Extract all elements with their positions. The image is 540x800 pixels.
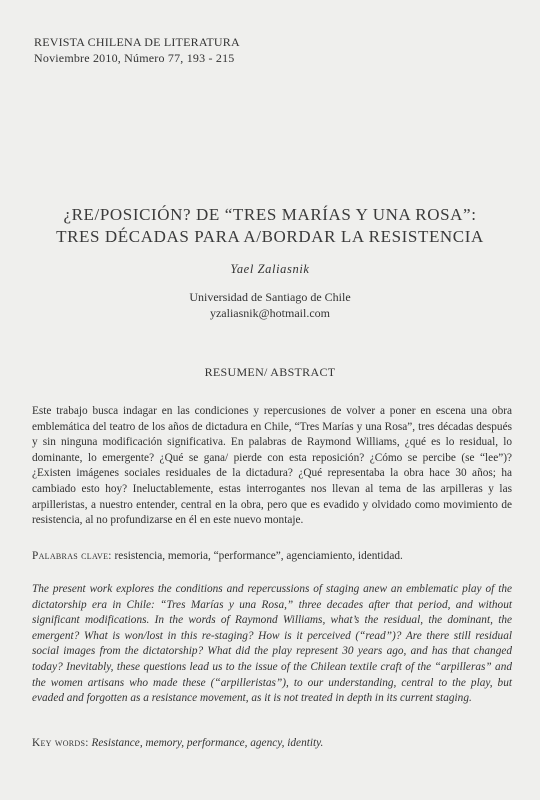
keywords-english-label: Key words:: [32, 737, 89, 749]
author-email: yzaliasnik@hotmail.com: [209, 306, 331, 320]
keywords-spanish: [32, 550, 512, 562]
journal-name: REVISTA CHILENA DE LITERATURA: [34, 35, 240, 49]
article-title: [20, 204, 520, 248]
issue-info: Noviembre 2010, Número 77, 193 - 215: [34, 51, 235, 65]
keywords-spanish-label: Palabras clave:: [32, 550, 112, 562]
title-line-2: TRES DÉCADAS PARA A/BORDAR LA RESISTENCIA: [56, 227, 484, 246]
title-line-1: ¿RE/POSICIÓN? DE “TRES MARÍAS Y UNA ROSA”:: [63, 205, 477, 224]
journal-header: [34, 34, 240, 66]
abstract-spanish: Este trabajo busca indagar en las condiciones y repercusiones de volver a poner en escena una obra emblemática del teatro de los años de dictadura en Chile, “Tres Marías y una Rosa”, tres décadas después y sin ninguna modificación significativa. En palabras de Raymond Williams, ¿qué es lo residual, lo dominante, lo emergente? ¿Qué se gana/ pierde con esta reposición? ¿Cómo se percibe (se “lee”)? ¿Existen imágenes sociales residuales de la dictadura? ¿Qué representaba la obra hace 30 años; ha cambiado esto hoy? Ineluctablemente, estas interrogantes nos llevan al tema de las arpilleras y las arpilleristas, a nuestro entender, central en la obra, pero que es evadido y olvidado como movimiento de resistencia, al no profundizarse en él en este nuevo montaje.: [32, 405, 512, 527]
author-name: Yael Zaliasnik: [230, 262, 310, 276]
keywords-english-text: Resistance, memory, performance, agency, identity.: [91, 737, 324, 749]
keywords-english: [32, 737, 512, 749]
abstract-english: The present work explores the conditions and repercussions of staging anew an emblematic play of the dictatorship era in Chile: “Tres Marías y una Rosa,” three decades after that period, and without significant modifications. In the words of Raymond Williams, what’s the residual, the dominant, the emergent? What is won/lost in this re-staging? How is it perceived (“read”)? Are there still residual social images from the dictatorship? What did the play represent 30 years ago, and has that changed today? Inevitably, these questions lead us to the issue of the Chilean textile craft of the “arpilleras” and the women artisans who made these (“arpilleristas”), to our understanding, central to the play, but evaded and forgotten as a resistance movement, as it is not treated in depth in its current staging.: [32, 583, 512, 705]
keywords-spanish-text: resistencia, memoria, “performance”, agenciamiento, identidad.: [114, 550, 403, 562]
author-affiliation: Universidad de Santiago de Chile: [189, 290, 351, 304]
abstract-heading: RESUMEN/ ABSTRACT: [204, 365, 336, 379]
